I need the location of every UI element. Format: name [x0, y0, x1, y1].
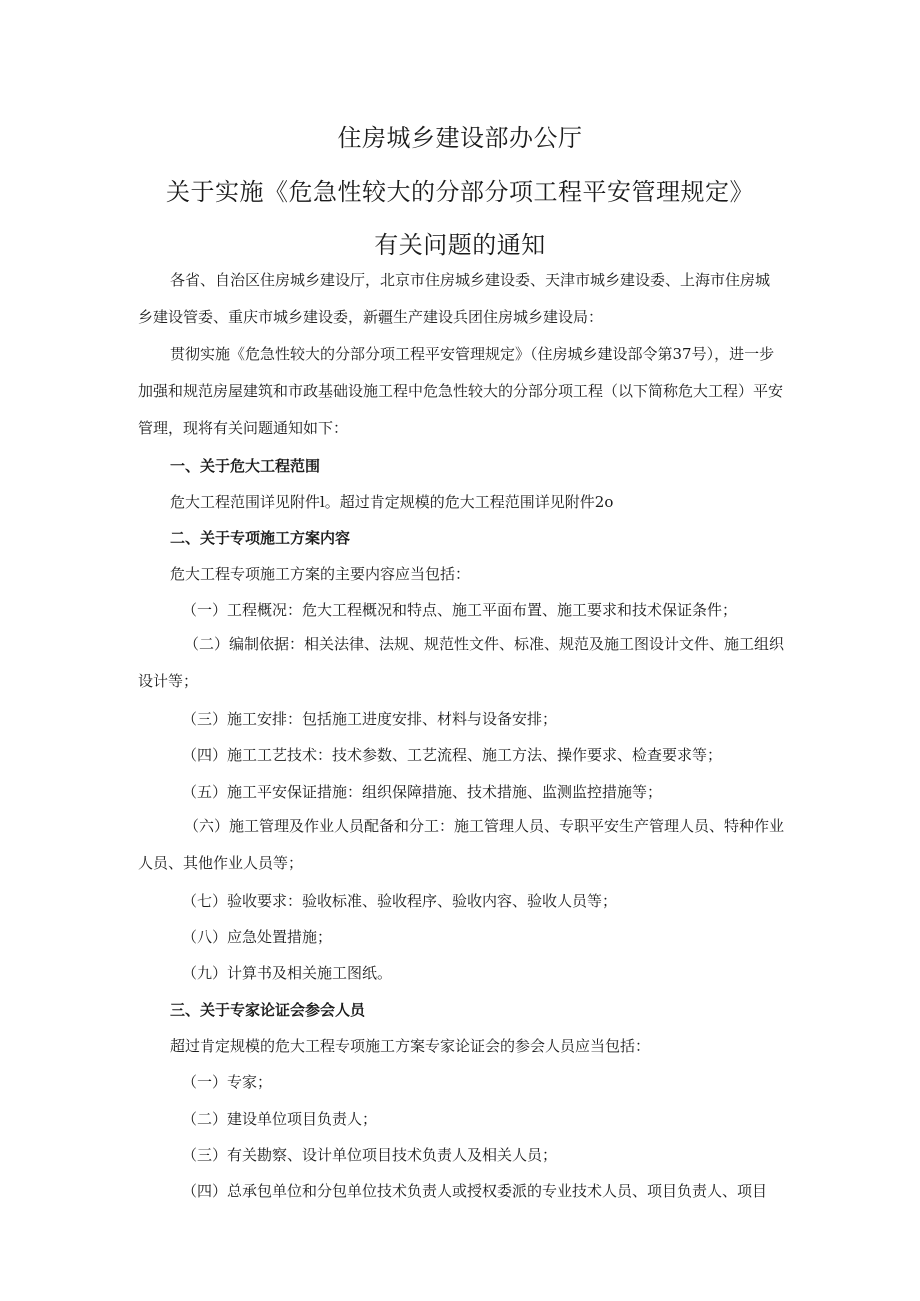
section-3-item-3: （三）有关勘察、设计单位项目技术负责人及相关人员； — [182, 1146, 558, 1164]
addressee-paragraph: 各省、自治区住房城乡建设厅，北京市住房城乡建设委、天津市城乡建设委、上海市住房城乡建设管委、重庆市城乡建设委，新疆生产建设兵团住房城乡建设局： — [138, 271, 771, 326]
title-line-3: 有关问题的通知 — [374, 231, 546, 259]
section-2-item-1: （一）工程概况：危大工程概况和特点、施工平面布置、施工要求和技术保证条件； — [182, 601, 738, 619]
section-3-item-4: （四）总承包单位和分包单位技术负责人或授权委派的专业技术人员、项目负责人、项目 — [182, 1182, 768, 1200]
section-1-heading: 一、关于危大工程范围 — [170, 457, 321, 475]
section-2-item-8: （八）应急处置措施； — [182, 928, 333, 946]
title-line-1: 住房城乡建设部办公厅 — [337, 124, 583, 152]
section-3-item-2: （二）建设单位项目负责人； — [182, 1110, 378, 1128]
intro-paragraph: 贯彻实施《危急性较大的分部分项工程平安管理规定》（住房城乡建设部令第37号），进一步加强和规范房屋建筑和市政基础设施工程中危急性较大的分部分项工程（以下简称危大工程）平安管理，现将有关问题通知如下： — [138, 345, 784, 437]
section-1-text: 危大工程范围详见附件l。超过肯定规模的危大工程范围详见附件2o — [170, 493, 614, 511]
section-2-item-5: （五）施工平安保证措施：组织保障措施、技术措施、监测监控措施等； — [182, 783, 663, 801]
section-2-heading: 二、关于专项施工方案内容 — [170, 529, 351, 547]
title-line-2: 关于实施《危急性较大的分部分项工程平安管理规定》 — [166, 178, 754, 206]
section-2-item-6: （六）施工管理及作业人员配备和分工：施工管理人员、专职平安生产管理人员、特种作业人员、其他作业人员等； — [138, 817, 785, 872]
section-3-item-1: （一）专家； — [182, 1073, 273, 1091]
section-2-item-7: （七）验收要求：验收标准、验收程序、验收内容、验收人员等； — [182, 892, 618, 910]
section-2-item-9: （九）计算书及相关施工图纸。 — [182, 964, 393, 982]
section-2-item-4: （四）施工工艺技术：技术参数、工艺流程、施工方法、操作要求、检查要求等； — [182, 746, 723, 764]
section-3-heading: 三、关于专家论证会参会人员 — [170, 1001, 366, 1019]
section-2-item-2: （二）编制依据：相关法律、法规、规范性文件、标准、规范及施工图设计文件、施工组织设计等； — [138, 635, 785, 690]
section-2-lead: 危大工程专项施工方案的主要内容应当包括： — [170, 565, 471, 583]
section-2-item-3: （三）施工安排：包括施工进度安排、材料与设备安排； — [182, 710, 558, 728]
section-3-lead: 超过肯定规模的危大工程专项施工方案专家论证会的参会人员应当包括： — [170, 1037, 651, 1055]
